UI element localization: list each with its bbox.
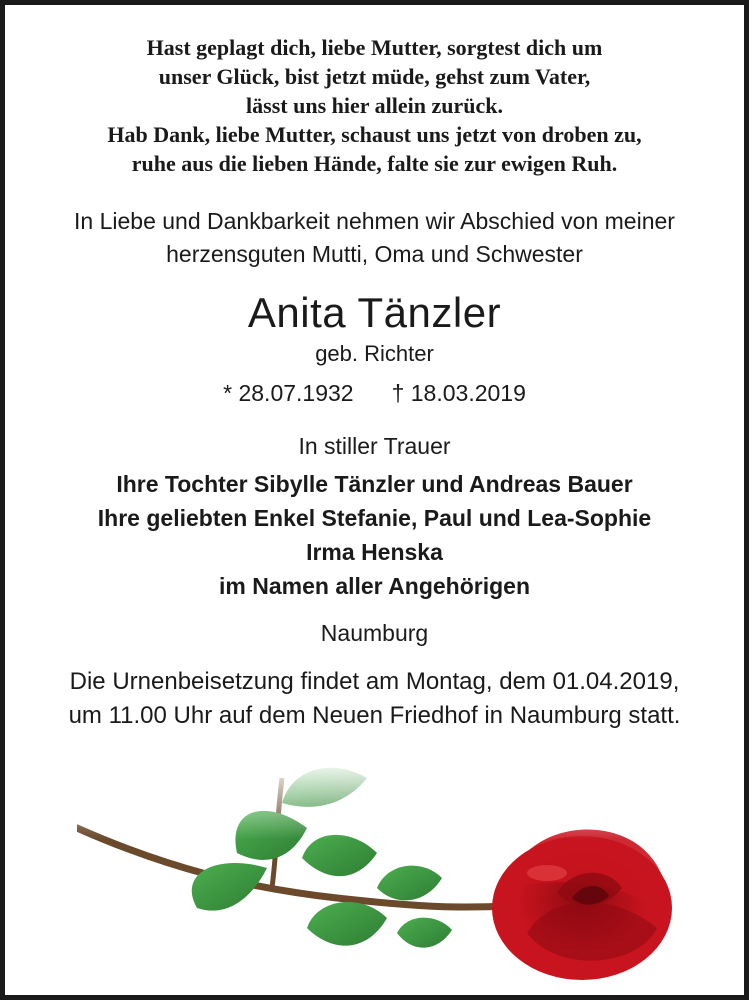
place: Naumburg [320,620,429,646]
mourners-list [5,467,744,603]
intro-line: herzensguten Mutti, Oma und Schwester [166,241,583,267]
mourner-line: im Namen aller Angehörigen [219,573,530,599]
intro-line: In Liebe und Dankbarkeit nehmen wir Abschied von meiner [74,208,675,234]
birth-name: geb. Richter [315,341,434,366]
mourning-intro: In stiller Trauer [298,433,451,459]
farewell-intro [5,205,744,271]
funeral-line: um 11.00 Uhr auf dem Neuen Friedhof in Naumburg statt. [68,702,681,729]
mourner-line: Irma Henska [306,539,443,565]
poem-line: Hab Dank, liebe Mutter, schaust uns jetzt von droben zu, [107,122,642,147]
mourner-line: Ihre geliebten Enkel Stefanie, Paul und Lea-Sophie [97,505,652,531]
deceased-name: Anita Tänzler [247,289,502,336]
funeral-line: Die Urnenbeisetzung findet am Montag, dem 01.04.2019, [69,668,680,695]
red-rose-icon [77,758,677,990]
death-date: † 18.03.2019 [391,380,526,406]
poem-line: lässt uns hier allein zurück. [246,93,503,118]
poem-line: unser Glück, bist jetzt müde, gehst zum Vater, [158,64,591,89]
mourner-line: Ihre Tochter Sibylle Tänzler und Andreas Bauer [116,471,633,497]
poem-line: Hast geplagt dich, liebe Mutter, sorgtest dich um [146,35,603,60]
poem-line: ruhe aus die lieben Hände, falte sie zur ewigen Ruh. [131,151,618,176]
poem [5,33,744,178]
life-dates [5,377,744,409]
funeral-info [5,665,744,733]
birth-date: * 28.07.1932 [223,380,354,406]
